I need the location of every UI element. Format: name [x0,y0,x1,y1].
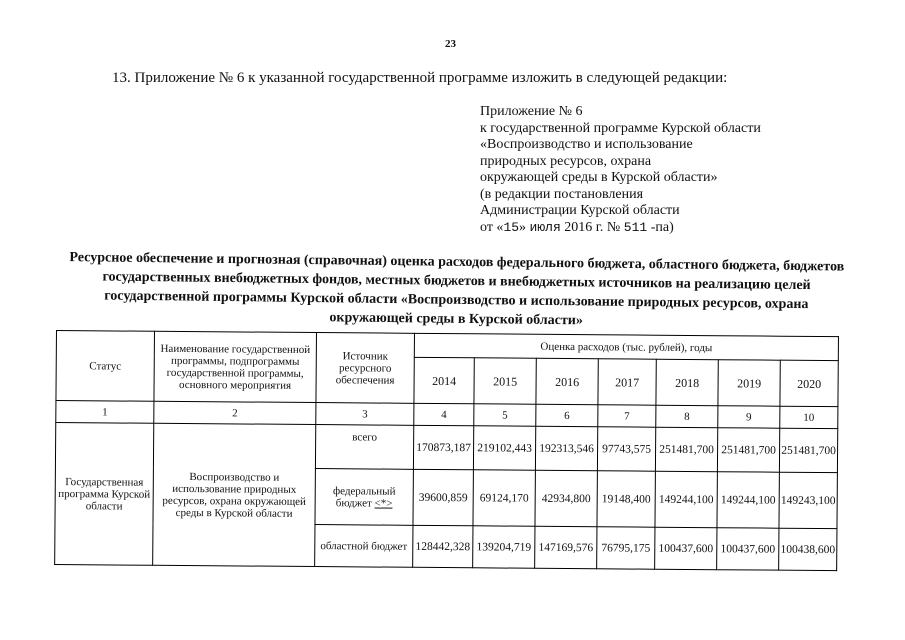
value-cell: 69124,170 [473,470,535,526]
value-cell: 251481,700 [717,428,779,472]
document-title: Ресурсное обеспечение и прогнозная (справочная) оценка расходов федерального бюджета, областного бюджета, бюджетов государственных внебюджетных фондов, местных бюджетов и внебюджетных источников на реализацию целей государственной программы Курской области «Воспроизводство и использование природных ресурсов, охрана окружающей среды в Курской области» [69,250,845,329]
header-year: 2016 [536,358,598,404]
column-number: 4 [414,403,474,425]
source-cell [315,469,413,526]
value-cell: 149244,100 [655,471,717,527]
date-prefix: от « [480,219,504,235]
column-number: 3 [316,403,414,426]
header-expense-estimate: Оценка расходов (тыс. рублей), годы [414,333,838,360]
appendix-header [480,104,761,236]
source-cell: всего [315,425,413,470]
decree-suffix: -па) [647,219,674,235]
value-cell: 19148,400 [597,471,655,527]
decree-month: июля [529,219,561,235]
status-cell: Государственная программа Курской области [55,423,154,566]
source-label: федеральный бюджет [332,484,396,509]
header-program-name: Наименование государственной программы, подпрограммы государственной программы, основного мероприятия [154,331,317,402]
column-number: 8 [656,405,718,427]
date-mid: » [519,219,530,235]
column-number: 2 [154,401,316,424]
source-cell: областной бюджет [315,525,413,568]
decree-day: 15 [503,219,520,235]
header-year: 2017 [598,359,656,405]
column-number: 10 [780,406,838,428]
appendix-line: окружающей среды в Курской области» [480,170,718,185]
header-funding-source: Источник ресурсного обеспечения [316,333,415,404]
header-year: 2020 [780,360,838,406]
column-number: 5 [474,404,536,426]
value-cell: 192313,546 [535,426,597,470]
value-cell: 76795,175 [597,527,655,569]
value-cell: 100437,600 [717,528,779,570]
footnote-marker: <*> [374,497,393,510]
value-cell: 97743,575 [597,427,655,471]
value-cell: 251481,700 [779,428,837,472]
decree-number: 511 [623,219,648,235]
value-cell: 139204,719 [473,526,535,568]
appendix-line: (в редакции постановления [480,186,644,202]
column-number: 9 [718,406,780,428]
resource-table-wrapper [54,330,839,571]
value-cell: 219102,443 [473,426,535,470]
value-cell: 42934,800 [535,470,597,526]
decree-date-line [480,220,761,237]
column-number: 1 [56,401,154,424]
column-number: 7 [598,405,656,427]
value-cell: 128442,328 [413,525,473,567]
value-cell: 100438,600 [779,528,837,570]
value-cell: 39600,859 [413,469,473,525]
value-cell: 251481,700 [655,427,717,471]
resource-table [54,330,839,571]
header-year: 2014 [414,357,474,403]
header-status: Статус [56,331,155,402]
appendix-line: природных ресурсов, охрана [480,153,652,169]
program-name-cell: Воспроизводство и использование природных ресурсов, охрана окружающей среды в Курской области [153,423,316,566]
header-year: 2015 [474,358,536,404]
appendix-line: к государственной программе Курской области [480,120,761,136]
page-number: 23 [445,38,456,50]
table-row [55,423,837,473]
decree-year-label: 2016 г. № [560,219,624,235]
header-year: 2018 [656,359,718,405]
header-year: 2019 [718,360,780,406]
column-number: 6 [536,404,598,426]
value-cell: 100437,600 [655,527,717,569]
value-cell: 149243,100 [779,472,837,528]
value-cell: 149244,100 [717,472,779,528]
value-cell: 170873,187 [413,425,473,469]
appendix-line: Приложение № 6 [480,104,583,119]
intro-paragraph: 13. Приложение № 6 к указанной государственной программе изложить в следующей редакции: [112,70,728,86]
value-cell: 147169,576 [535,526,597,568]
appendix-line: «Воспроизводство и использование [480,137,693,152]
appendix-line: Администрации Курской области [480,203,680,218]
